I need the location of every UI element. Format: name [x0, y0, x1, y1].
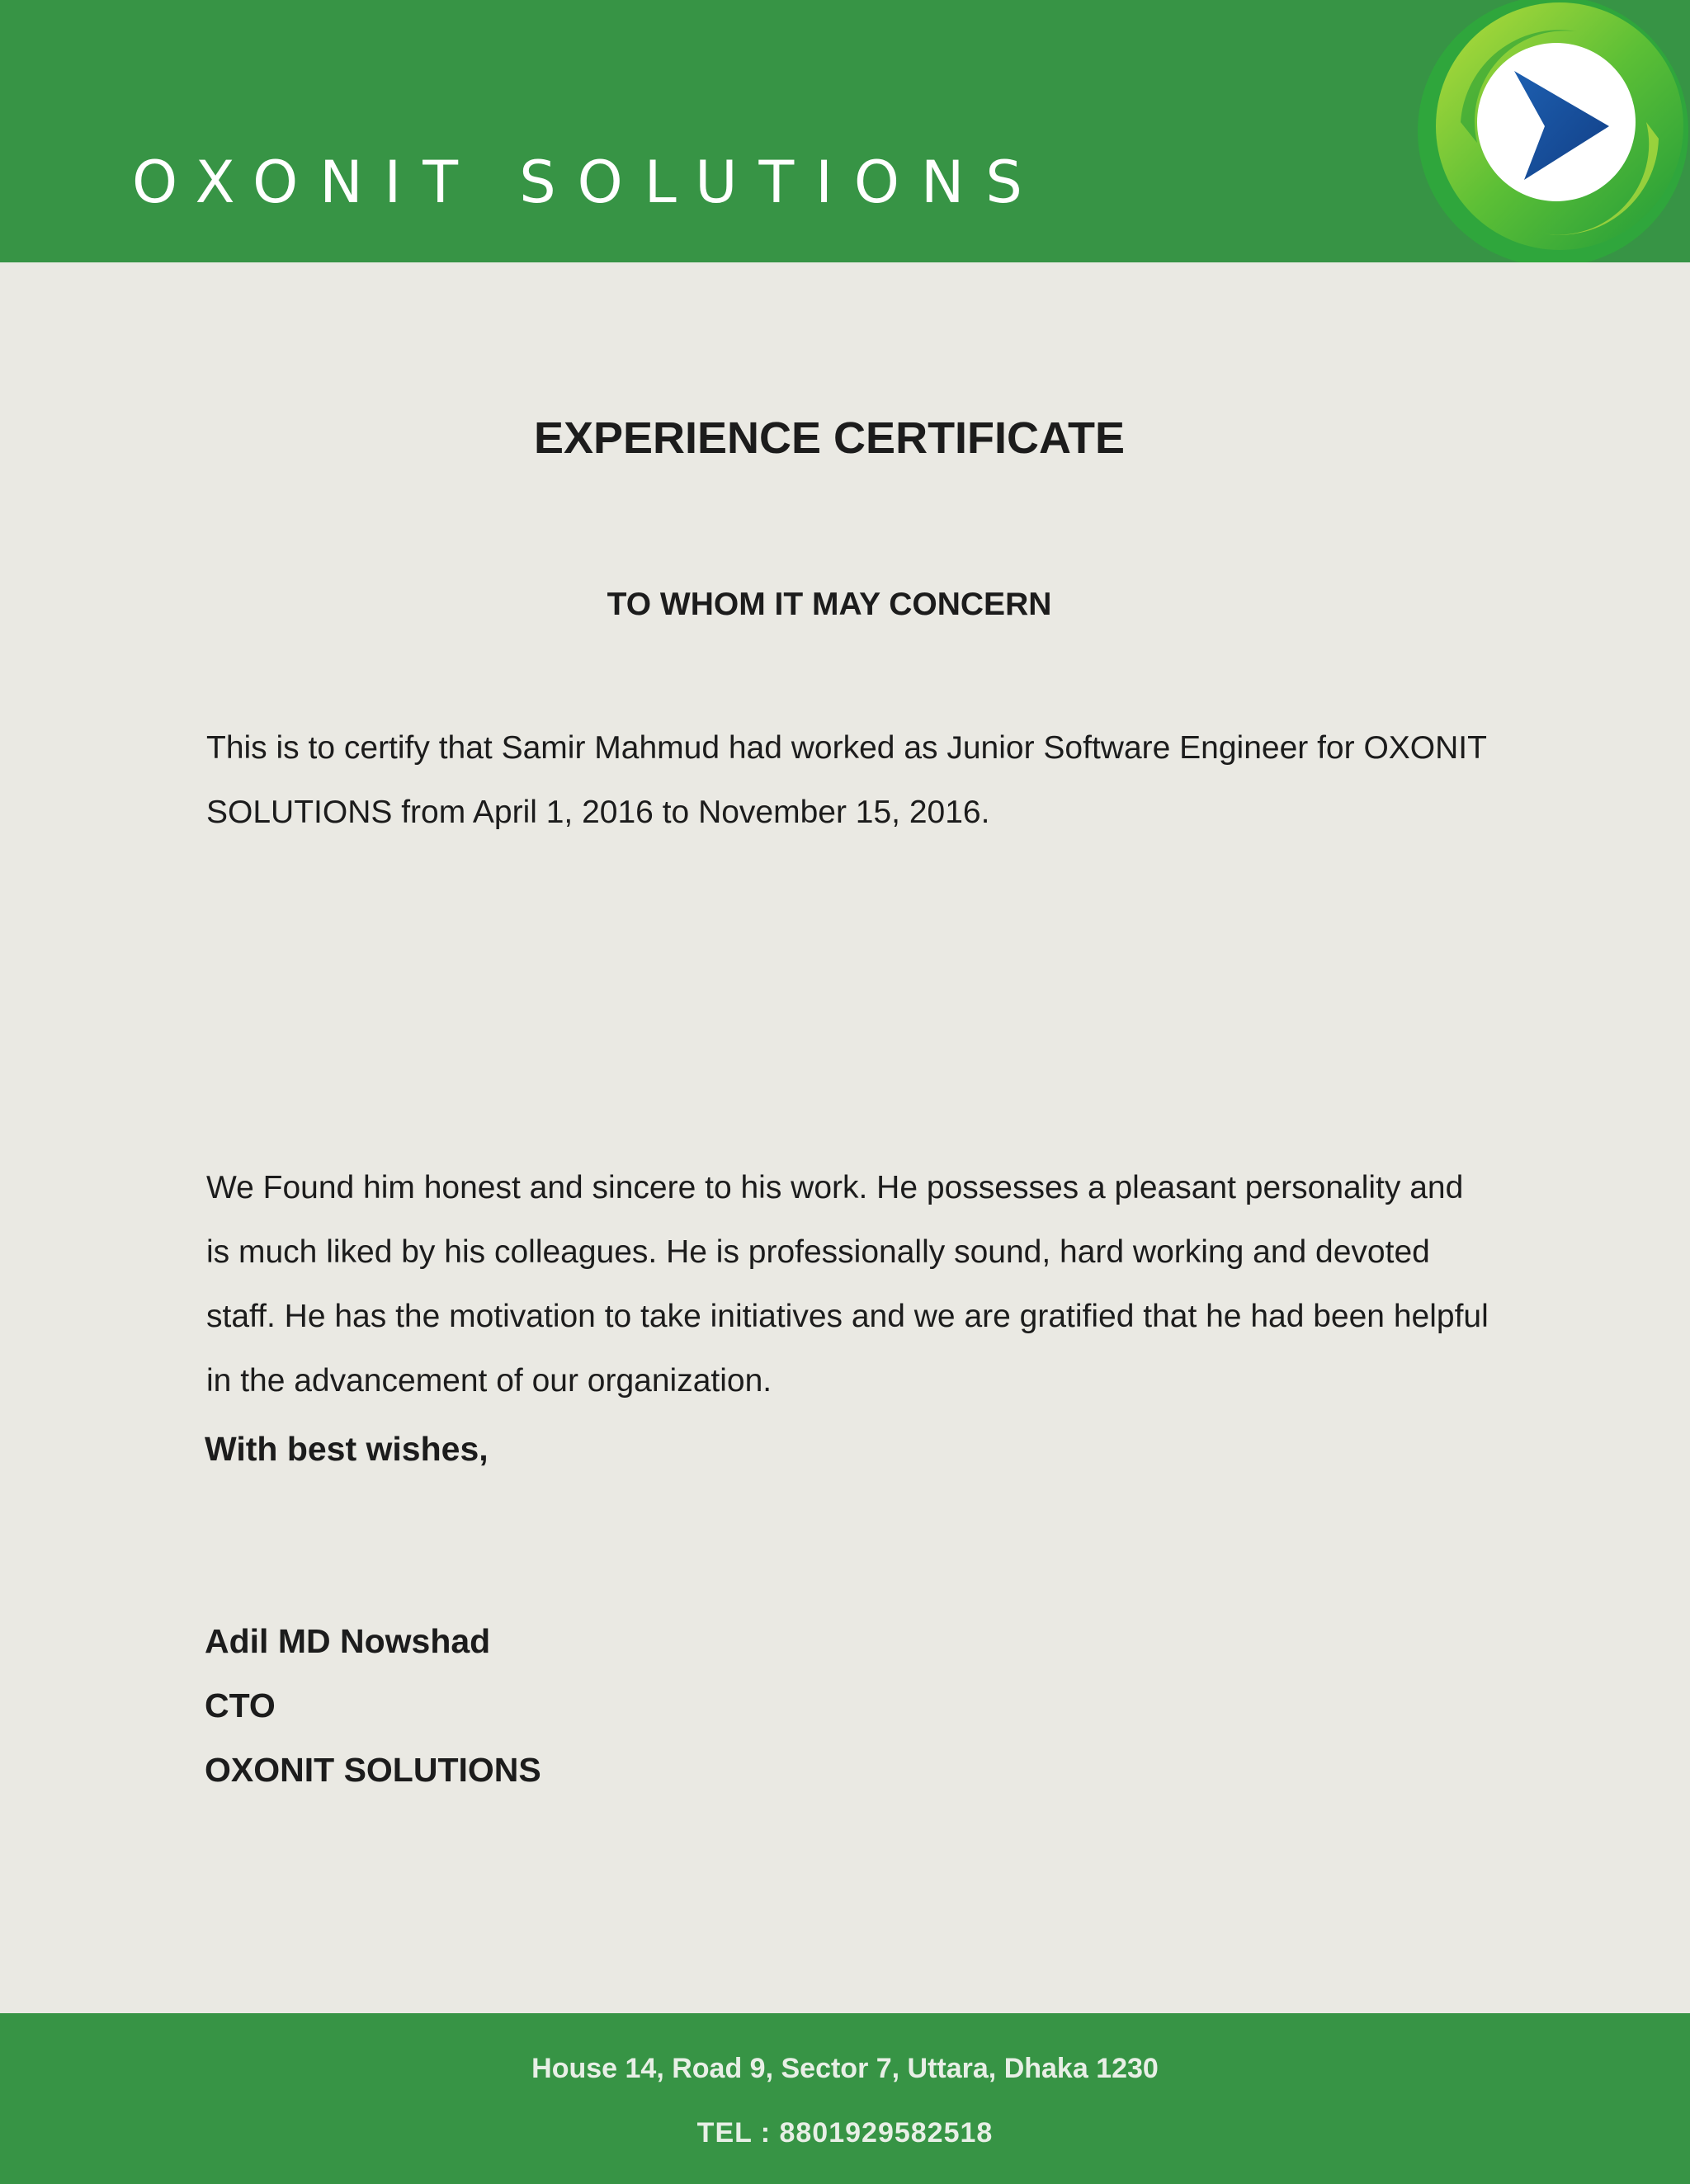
company-logo-icon	[1411, 0, 1690, 262]
footer-telephone: TEL : 8801929582518	[696, 2117, 994, 2149]
company-name: OXONIT SOLUTIONS	[132, 149, 1044, 216]
footer-address: House 14, Road 9, Sector 7, Uttara, Dhaka 1230	[531, 2053, 1159, 2084]
salutation-heading: TO WHOM IT MAY CONCERN	[607, 587, 1052, 622]
page-title: EXPERIENCE CERTIFICATE	[533, 413, 1126, 463]
evaluation-paragraph: We Found him honest and sincere to his work. He possesses a pleasant personality and is much liked by his colleagues. He is professionally sound, hard working and devoted staff. He has the motivation to take initiatives and we are gratified that he had been helpful in the advancement of our organization.	[206, 1170, 1489, 1399]
letterhead-footer	[0, 2013, 1690, 2184]
certificate-body	[0, 262, 1690, 2013]
closing-line: With best wishes,	[205, 1430, 489, 1468]
signatory-company: OXONIT SOLUTIONS	[205, 1751, 541, 1789]
signatory-name: Adil MD Nowshad	[205, 1622, 491, 1660]
letterhead-header	[0, 0, 1690, 262]
certification-paragraph: This is to certify that Samir Mahmud had worked as Junior Software Engineer for OXONIT SOLUTIONS from April 1, 2016 to November 15, 2016.	[206, 730, 1487, 830]
signatory-role: CTO	[205, 1686, 276, 1724]
